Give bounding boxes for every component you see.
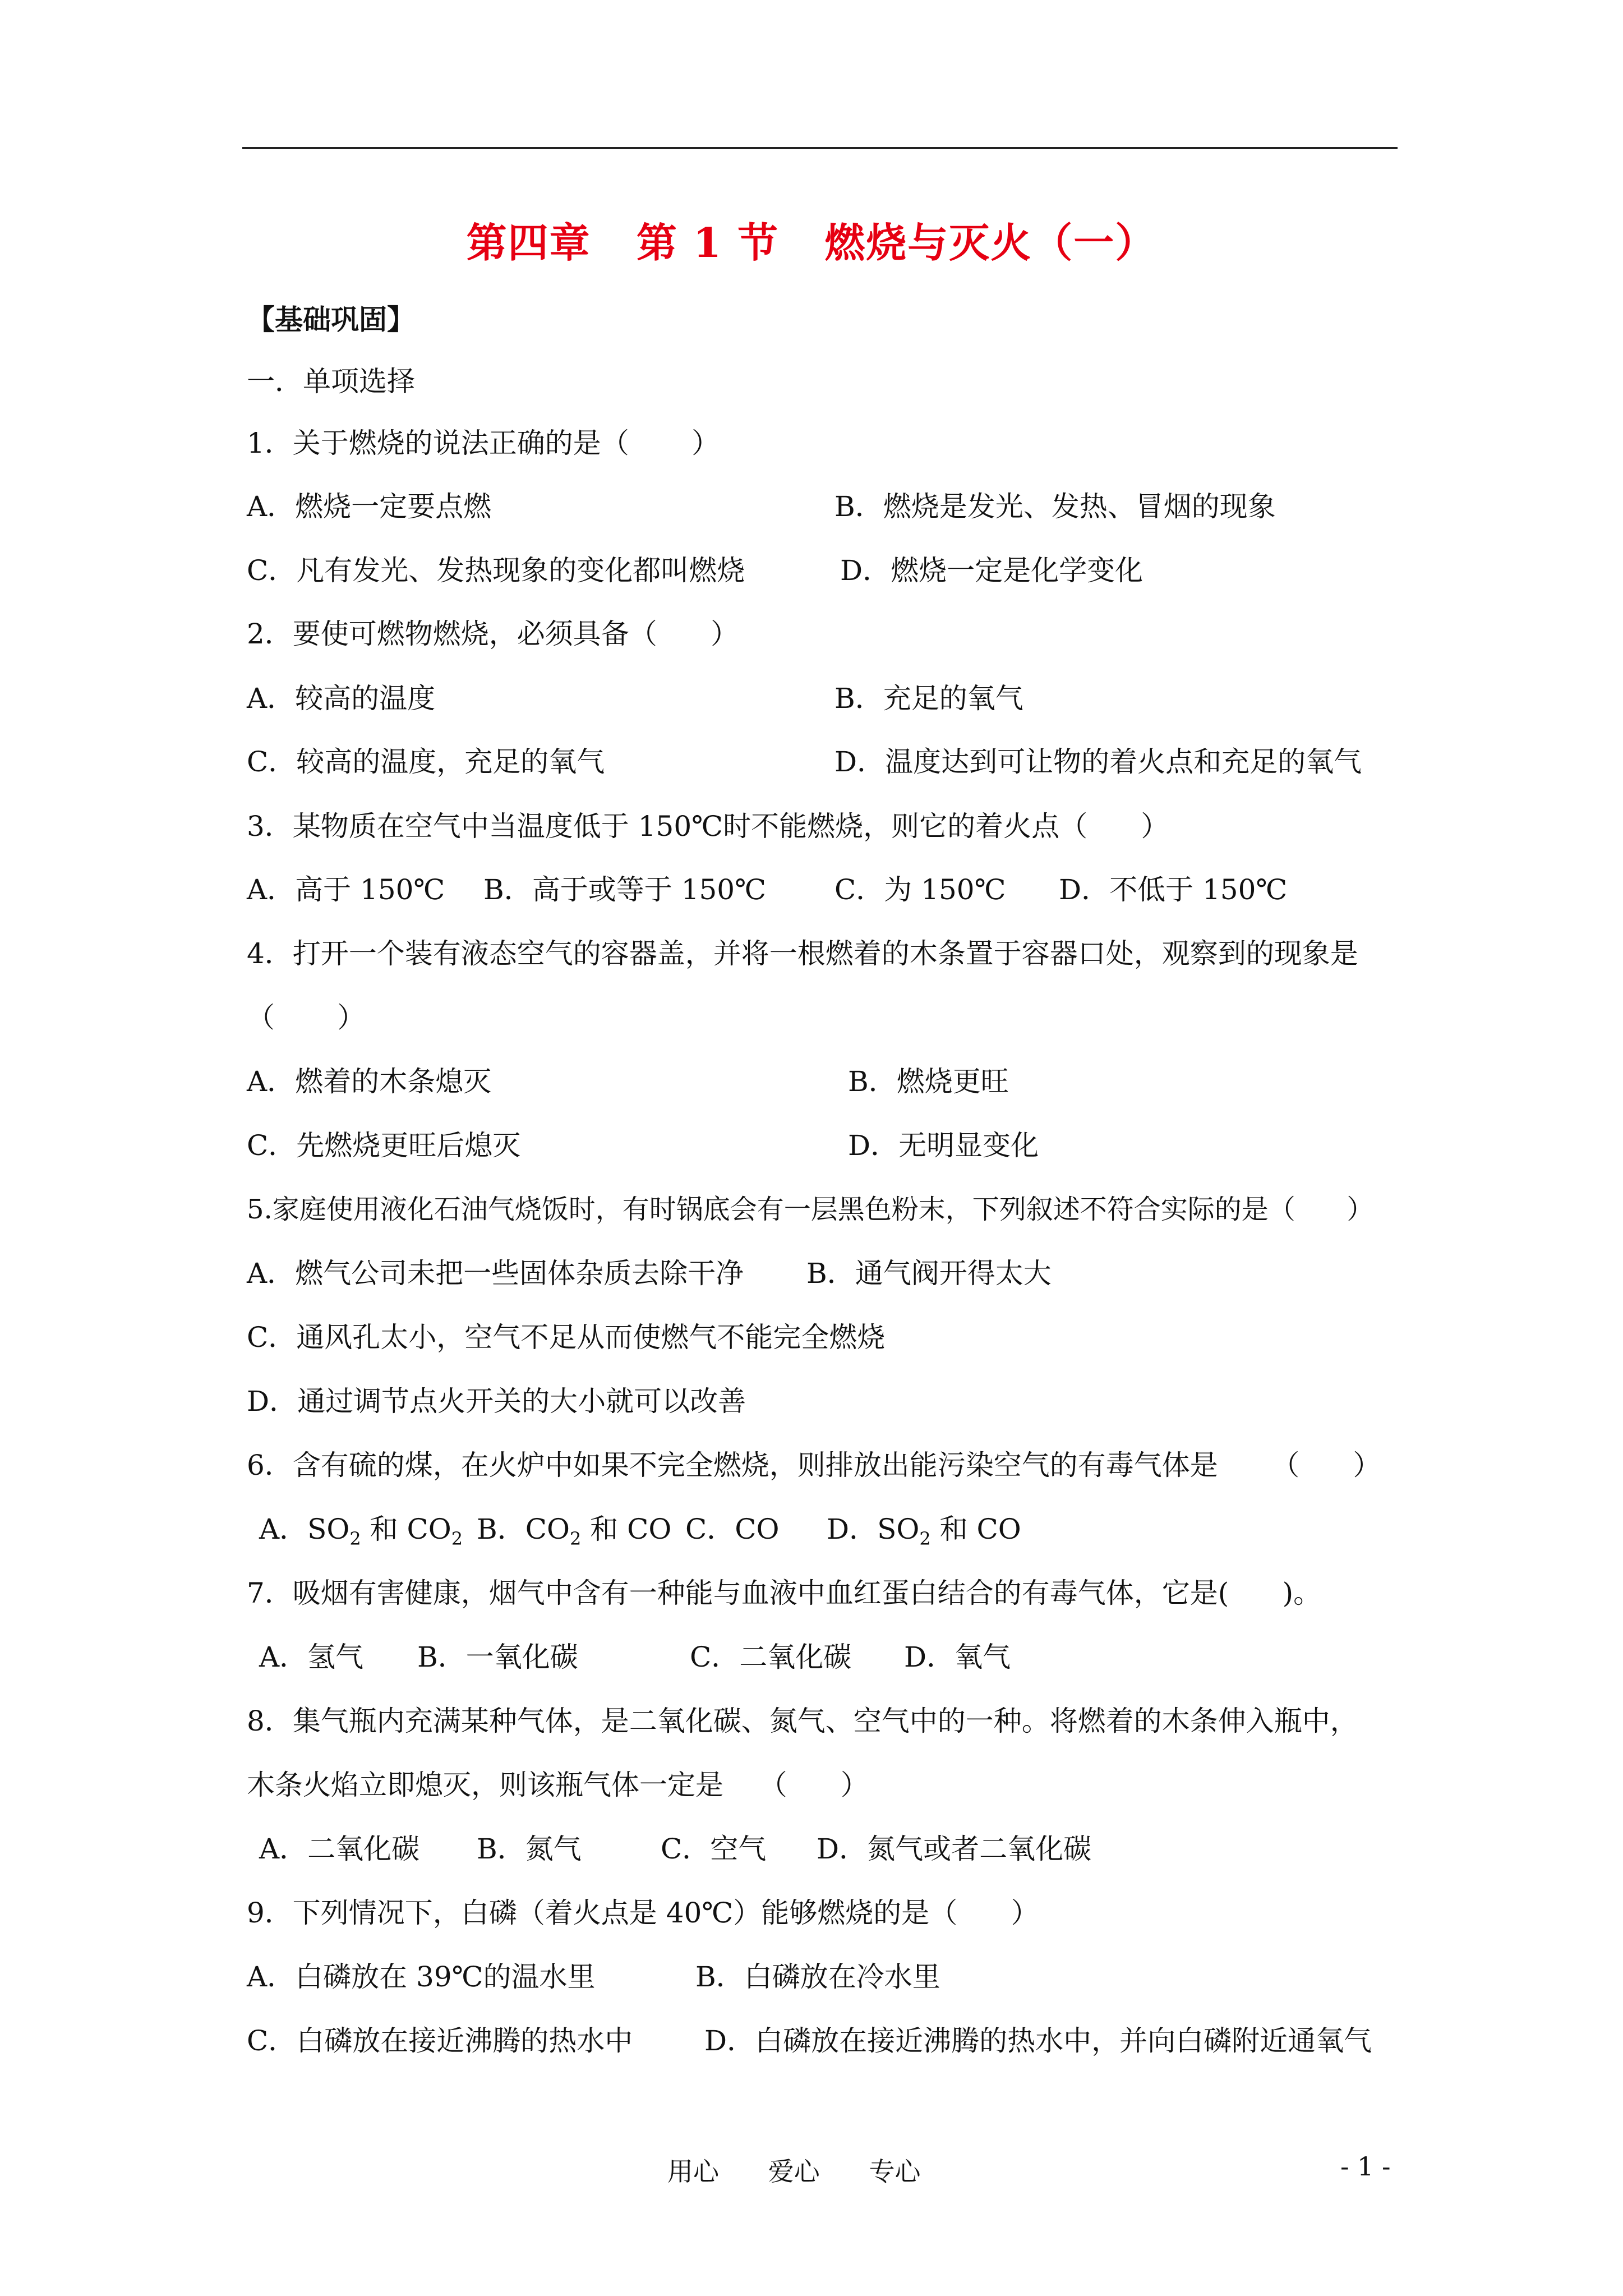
part-heading: 一．单项选择 [247, 365, 415, 398]
option-c: C．白磷放在接近沸腾的热水中 [247, 2024, 633, 2057]
option-b: B．一氧化碳 [417, 1641, 578, 1673]
question-stem-continued: 木条火焰立即熄灭，则该瓶气体一定是 （ ） [247, 1769, 869, 1801]
page-number: - 1 - [1340, 2151, 1391, 2182]
option-d: D．$SO_2$ 和 CO [827, 1513, 1021, 1549]
option-a: A．二氧化碳 [259, 1833, 420, 1865]
option-c: C．为 150℃ [834, 873, 1006, 906]
option-b: B．燃烧是发光、发热、冒烟的现象 [834, 490, 1276, 523]
question-stem: 5.家庭使用液化石油气烧饭时，有时锅底会有一层黑色粉末，下列叙述不符合实际的是（ ） [247, 1194, 1374, 1225]
option-a: A．燃烧一定要点燃 [247, 490, 492, 523]
option-c: C．空气 [661, 1833, 767, 1865]
option-a: A．高于 150℃ [247, 873, 445, 906]
option-a: A．$SO_2$ 和 $CO_2$ [259, 1513, 463, 1549]
option-a: A．氢气 [259, 1641, 364, 1673]
option-d: D．不低于 150℃ [1059, 873, 1288, 906]
option-b: B．$CO_2$ 和 CO [477, 1513, 672, 1549]
option-b: B．充足的氧气 [834, 682, 1023, 715]
question-stem-continued: （ ） [247, 1001, 366, 1034]
option-c: C．先燃烧更旺后熄灭 [247, 1129, 521, 1162]
option-a: A．燃着的木条熄灭 [247, 1065, 492, 1098]
option-b: B．氮气 [477, 1833, 582, 1865]
option-a: A．燃气公司未把一些固体杂质去除干净 [247, 1257, 744, 1290]
option-a: A．白磷放在 39℃的温水里 [247, 1961, 596, 1993]
option-d: D．氧气 [904, 1641, 1011, 1673]
option-c: C．CO [685, 1513, 780, 1545]
question-stem: 3．某物质在空气中当温度低于 150℃时不能燃烧，则它的着火点（ ） [247, 810, 1169, 843]
option-b: B．高于或等于 150℃ [483, 873, 767, 906]
option-c: C．通风孔太小，空气不足从而使燃气不能完全燃烧 [247, 1321, 886, 1354]
option-d: D．温度达到可让物的着火点和充足的氧气 [834, 746, 1362, 778]
question-stem: 4．打开一个装有液态空气的容器盖，并将一根燃着的木条置于容器口处，观察到的现象是 [247, 937, 1358, 970]
option-d: D．无明显变化 [848, 1129, 1039, 1162]
question-stem: 6．含有硫的煤，在火炉中如果不完全燃烧，则排放出能污染空气的有毒气体是 （ ） [247, 1449, 1381, 1481]
option-d: D．通过调节点火开关的大小就可以改善 [247, 1385, 746, 1418]
option-c: C．二氧化碳 [690, 1641, 852, 1673]
question-stem: 1．关于燃烧的说法正确的是（ ） [247, 427, 720, 459]
option-d: D．白磷放在接近沸腾的热水中，并向白磷附近通氧气 [704, 2024, 1372, 2057]
question-stem: 7．吸烟有害健康，烟气中含有一种能与血液中血红蛋白结合的有毒气体，它是( )。 [247, 1577, 1322, 1609]
option-b: B．白磷放在冷水里 [695, 1961, 940, 1993]
option-c: C．凡有发光、发热现象的变化都叫燃烧 [247, 554, 745, 587]
option-d: D．燃烧一定是化学变化 [840, 554, 1144, 587]
option-c: C．较高的温度，充足的氧气 [247, 746, 605, 778]
question-stem: 8．集气瓶内充满某种气体，是二氧化碳、氮气、空气中的一种。将燃着的木条伸入瓶中， [247, 1705, 1358, 1737]
page-title: 第四章 第 1 节 燃烧与灭火（一） [466, 219, 1157, 266]
header-rule [242, 147, 1398, 149]
question-stem: 9．下列情况下，白磷（着火点是 40℃）能够燃烧的是（ ） [247, 1897, 1039, 1929]
question-stem: 2．要使可燃物燃烧，必须具备（ ） [247, 618, 739, 650]
section-label: 【基础巩固】 [247, 303, 415, 336]
option-d: D．氮气或者二氧化碳 [817, 1833, 1092, 1865]
option-b: B．燃烧更旺 [848, 1065, 1009, 1098]
option-b: B．通气阀开得太大 [806, 1257, 1052, 1290]
option-a: A．较高的温度 [247, 682, 436, 715]
footer-motto: 用心 爱心 专心 [667, 2156, 921, 2187]
